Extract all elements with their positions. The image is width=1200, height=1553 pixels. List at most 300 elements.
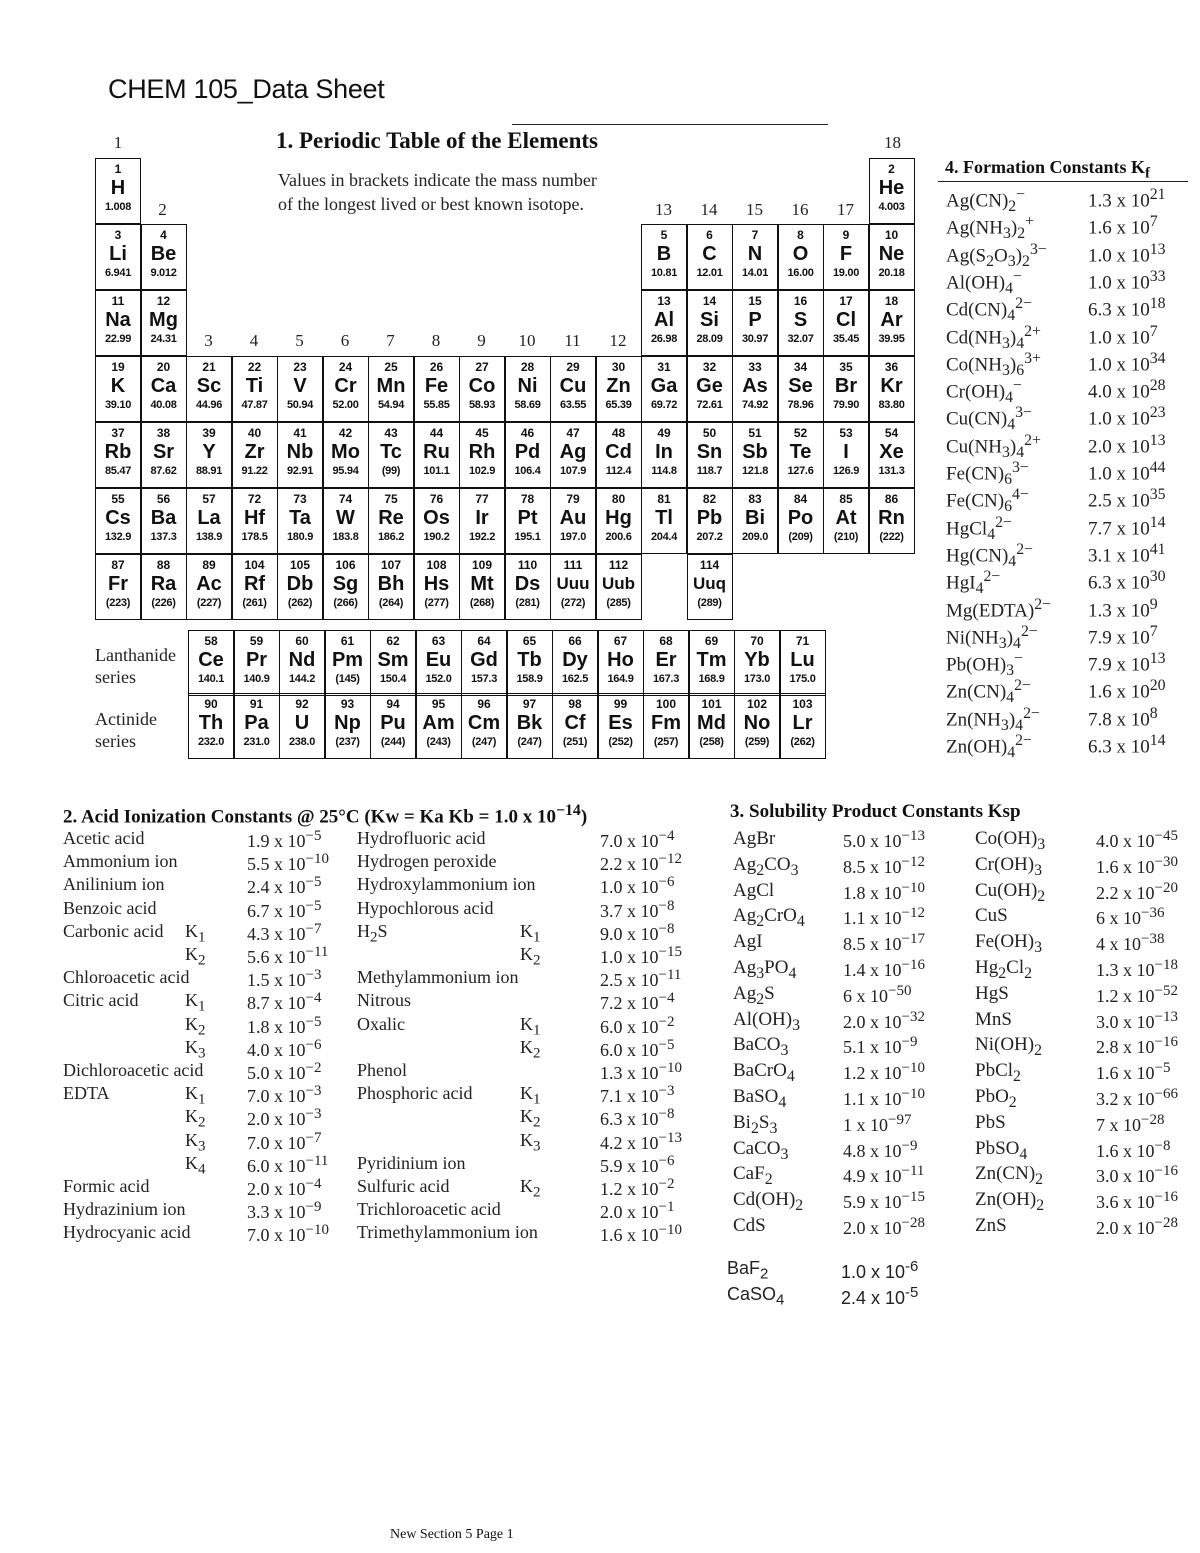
element-symbol: Pu — [380, 712, 406, 734]
atomic-number: 37 — [111, 426, 125, 440]
ksp-formula: $Ag_3PO_4$ — [733, 957, 797, 982]
atomic-mass: 47.87 — [241, 399, 268, 411]
ksp-value: 5.9 x $10^{-15}$ — [843, 1189, 925, 1213]
atomic-mass: 232.0 — [197, 736, 225, 748]
ksp-formula: HgS — [975, 982, 1009, 1004]
actinide-cell-np — [325, 693, 371, 759]
atomic-number: 16 — [793, 294, 808, 308]
element-cell-tl — [641, 488, 687, 554]
element-cell-ca — [141, 356, 187, 422]
atomic-number: 30 — [611, 360, 626, 374]
atomic-mass: 52.00 — [332, 399, 359, 411]
element-symbol: Ar — [880, 309, 903, 331]
atomic-mass: (243) — [426, 736, 451, 748]
atomic-mass: 126.9 — [832, 465, 860, 477]
acid-k-label: $K_1$ — [520, 1083, 541, 1108]
atomic-mass: 28.09 — [696, 333, 723, 345]
element-symbol: Au — [559, 507, 587, 529]
element-cell-na — [95, 290, 141, 356]
ksp-formula: PbSO$_4$ — [975, 1137, 1028, 1163]
formation-value: 7.9 x $10^{13}$ — [1088, 650, 1166, 676]
element-symbol: Eu — [425, 649, 452, 671]
actinide-cell-cf — [552, 693, 598, 759]
element-cell-sn — [687, 422, 733, 488]
ksp-value: 1.6 x $10^{-5}$ — [1096, 1060, 1171, 1084]
element-symbol: Na — [105, 309, 131, 331]
element-cell-h — [95, 158, 141, 224]
ksp-formula: $Ag_2S$ — [733, 982, 775, 1008]
atomic-mass: 164.9 — [607, 673, 634, 685]
atomic-mass: 95.94 — [332, 465, 359, 477]
atomic-number: 19 — [111, 360, 125, 374]
acid-k-label: $K_1$ — [185, 1083, 206, 1108]
element-symbol: Er — [655, 649, 677, 671]
element-cell-mo — [323, 422, 369, 488]
formation-formula: $Al(OH)_4^-$ — [946, 267, 1022, 298]
formation-value: 2.0 x $10^{13}$ — [1088, 431, 1166, 458]
atomic-number: 22 — [247, 360, 262, 374]
acid-name: Dichloroacetic acid — [63, 1060, 204, 1080]
acid-value: 7.0 x $10^{-10}$ — [247, 1222, 329, 1246]
acid-value: 7.0 x $10^{-3}$ — [247, 1083, 322, 1107]
acid-value: 5.5 x $10^{-10}$ — [247, 851, 329, 875]
element-symbol: Mg — [149, 309, 178, 331]
group-label: 8 — [431, 331, 441, 350]
atomic-number: 49 — [657, 426, 671, 440]
atomic-number: 65 — [522, 634, 537, 648]
atomic-number: 61 — [340, 634, 355, 648]
atomic-mass: 178.5 — [241, 531, 268, 543]
atomic-mass: 54.94 — [377, 399, 405, 411]
formation-value: 1.0 x $10^7$ — [1088, 322, 1158, 348]
ksp-value: 5.1 x $10^{-9}$ — [843, 1034, 918, 1058]
element-cell-w — [323, 488, 369, 554]
ksp-formula: AgI — [733, 931, 763, 953]
atomic-number: 99 — [613, 697, 628, 711]
atomic-mass: (227) — [196, 597, 222, 609]
atomic-number: 73 — [293, 492, 307, 506]
atomic-number: 96 — [477, 697, 491, 711]
element-symbol: Uub — [601, 574, 636, 593]
element-symbol: Es — [608, 712, 633, 734]
atomic-number: 93 — [340, 697, 355, 711]
element-symbol: Tm — [696, 649, 727, 671]
element-symbol: Hs — [423, 573, 450, 595]
element-symbol: Ba — [150, 507, 177, 529]
group-label: 6 — [340, 331, 350, 350]
atomic-number: 74 — [338, 492, 353, 506]
acid-value: 7.1 x $10^{-3}$ — [600, 1083, 675, 1107]
atomic-number: 95 — [431, 697, 446, 711]
atomic-mass: 12.01 — [696, 267, 723, 279]
actinide-cell-lr — [780, 693, 826, 759]
atomic-mass: 65.39 — [605, 399, 632, 411]
element-cell-pd — [505, 422, 551, 488]
formation-formula: HgI$_4^{2-}$ — [946, 568, 1001, 598]
atomic-number: 42 — [338, 426, 353, 440]
lanthanide-cell-sm — [370, 630, 416, 696]
atomic-number: 98 — [568, 697, 582, 711]
acid-name: Formic acid — [63, 1176, 150, 1196]
element-cell-li — [95, 224, 141, 290]
atomic-mass: 35.45 — [832, 333, 860, 345]
atomic-mass: (257) — [653, 736, 679, 748]
acid-k-label: $K_2$ — [520, 1036, 541, 1062]
atomic-number: 40 — [247, 426, 262, 440]
atomic-mass: 22.99 — [104, 333, 132, 345]
atomic-number: 70 — [750, 634, 764, 648]
atomic-number: 57 — [202, 492, 216, 506]
element-symbol: Rf — [243, 573, 266, 595]
element-cell-ar — [869, 290, 915, 356]
element-cell-in — [641, 422, 687, 488]
acid-value: 3.7 x $10^{-8}$ — [600, 897, 675, 921]
element-symbol: Sg — [332, 573, 359, 595]
group-label: 14 — [700, 200, 718, 219]
element-cell-p — [732, 290, 778, 356]
atomic-number: 3 — [114, 228, 122, 242]
element-symbol: Ni — [517, 375, 538, 397]
atomic-mass: 127.6 — [787, 465, 814, 477]
atomic-number: 12 — [156, 294, 171, 308]
atomic-number: 87 — [111, 558, 125, 572]
element-cell-si — [687, 290, 733, 356]
atomic-mass: (145) — [335, 673, 360, 685]
acid-k-label: $K_2$ — [520, 944, 541, 969]
element-cell-se — [778, 356, 824, 422]
acid-value: 2.0 x $10^{-1}$ — [600, 1199, 675, 1223]
element-symbol: Pd — [514, 441, 541, 463]
acid-name: EDTA — [63, 1083, 110, 1104]
atomic-number: 52 — [793, 426, 808, 440]
element-cell-n — [732, 224, 778, 290]
ksp-formula: MnS — [975, 1008, 1012, 1030]
acid-value: 1.6 x $10^{-10}$ — [600, 1222, 682, 1246]
element-symbol: O — [792, 243, 809, 265]
element-symbol: Gd — [470, 649, 498, 671]
formation-value: 1.6 x $10^{20}$ — [1088, 677, 1166, 703]
element-cell-ru — [414, 422, 460, 488]
atomic-mass: 72.61 — [696, 399, 723, 411]
atomic-number: 8 — [797, 228, 804, 242]
acid-name: Hydrocyanic acid — [63, 1222, 191, 1243]
element-cell-cd — [596, 422, 642, 488]
atomic-number: 66 — [568, 634, 582, 648]
element-symbol: Si — [700, 309, 719, 331]
element-cell-ge — [687, 356, 733, 422]
ksp-value: 1.2 x $10^{-10}$ — [843, 1060, 925, 1084]
element-cell-v — [277, 356, 323, 422]
ksp-formula: CaCO$_3$ — [733, 1137, 789, 1163]
acid-name: Anilinium ion — [63, 874, 165, 895]
acid-value: 7.0 x $10^{-4}$ — [600, 828, 675, 851]
formation-value: 1.0 x $10^{34}$ — [1088, 349, 1166, 376]
lanthanide-label: Lanthanide series — [95, 645, 176, 687]
element-symbol: Kr — [880, 375, 903, 397]
element-cell-fe — [414, 356, 460, 422]
acid-name: Methylammonium ion — [357, 967, 519, 988]
element-cell-ba — [141, 488, 187, 554]
element-symbol: H — [110, 177, 126, 199]
ksp-value: 5.0 x $10^{-13}$ — [843, 828, 925, 851]
group-label: 3 — [204, 331, 213, 350]
element-symbol: Li — [109, 243, 127, 265]
element-symbol: Ds — [514, 573, 541, 595]
atomic-mass: 175.0 — [789, 673, 816, 685]
atomic-mass: (272) — [560, 597, 586, 609]
element-symbol: Db — [286, 573, 314, 595]
lanthanide-cell-tm — [689, 630, 735, 696]
element-symbol: Mt — [470, 573, 494, 595]
atomic-number: 84 — [793, 492, 808, 506]
formation-value: 7.7 x $10^{14}$ — [1088, 513, 1166, 539]
element-symbol: Po — [787, 507, 814, 529]
ksp-formula: AgCl — [733, 879, 775, 901]
atomic-mass: 6.941 — [104, 267, 132, 279]
element-symbol: Fm — [651, 712, 681, 734]
element-symbol: Mn — [376, 375, 406, 397]
element-symbol: Mo — [331, 441, 360, 463]
ksp-formula: $Fe(OH)_3$ — [975, 931, 1043, 956]
ksp-value: 2.8 x $10^{-16}$ — [1096, 1034, 1178, 1058]
element-cell-zn — [596, 356, 642, 422]
atomic-mass: 101.1 — [423, 465, 450, 477]
element-cell-zr — [232, 422, 278, 488]
acid-name: Sulfuric acid — [357, 1176, 450, 1196]
atomic-mass: (259) — [744, 736, 770, 748]
element-cell-po — [778, 488, 824, 554]
atomic-mass: 16.00 — [787, 267, 814, 279]
atomic-mass: 231.0 — [243, 736, 270, 748]
formation-formula: $Zn(CN)_4^{2-}$ — [946, 677, 1031, 707]
element-cell-nb — [277, 422, 323, 488]
ksp-formula: $Zn(OH)_2$ — [975, 1189, 1045, 1214]
atomic-number: 5 — [660, 228, 668, 242]
ksp-value: 2.0 x $10^{-28}$ — [843, 1215, 925, 1238]
element-cell-ti — [232, 356, 278, 422]
element-cell-xe — [869, 422, 915, 488]
acid-value: 2.0 x $10^{-4}$ — [247, 1176, 322, 1199]
actinide-cell-pu — [370, 693, 416, 759]
element-symbol: Pm — [331, 649, 364, 671]
element-symbol: Rn — [878, 507, 905, 529]
element-symbol: S — [793, 309, 808, 331]
element-symbol: Rh — [468, 441, 496, 463]
element-cell-hg — [596, 488, 642, 554]
atomic-number: 23 — [293, 360, 307, 374]
atomic-number: 6 — [706, 228, 713, 242]
ksp-value: 1 x $10^{-97}$ — [843, 1111, 912, 1135]
atomic-number: 80 — [611, 492, 626, 506]
acid-name: Chloroacetic acid — [63, 967, 190, 988]
ksp-formula: PbO$_2$ — [975, 1086, 1017, 1111]
atomic-number: 97 — [522, 697, 537, 711]
element-symbol: Be — [150, 243, 177, 265]
acid-value: 5.0 x $10^{-2}$ — [247, 1060, 322, 1083]
ksp-formula: $Ni(OH)_2$ — [975, 1034, 1043, 1060]
atomic-number: 2 — [888, 162, 895, 176]
ksp-heading: 3. Solubility Product Constants Ksp — [730, 801, 1021, 822]
ksp-formula: AgBr — [733, 828, 776, 849]
periodic-table-heading: 1. Periodic Table of the Elements — [276, 128, 598, 153]
atomic-mass: 207.2 — [696, 531, 723, 543]
atomic-mass: 140.9 — [243, 673, 270, 685]
element-symbol: Se — [788, 375, 813, 397]
atomic-mass: 209.0 — [741, 531, 769, 543]
acid-name: $H_2S$ — [357, 920, 388, 946]
acid-k-label: $K_1$ — [185, 920, 206, 946]
ksp-value: 1.1 x $10^{-10}$ — [843, 1086, 925, 1109]
atomic-mass: (247) — [471, 736, 497, 748]
ksp-formula: BaCrO$_4$ — [733, 1060, 795, 1085]
atomic-number: 51 — [748, 426, 762, 440]
element-symbol: Md — [697, 712, 726, 734]
atomic-number: 28 — [520, 360, 535, 374]
element-symbol: Lu — [790, 649, 815, 671]
acid-value: 3.3 x $10^{-9}$ — [247, 1199, 322, 1223]
acid-value: 2.5 x $10^{-11}$ — [600, 967, 682, 991]
atomic-mass: 14.01 — [741, 267, 769, 279]
atomic-mass: 92.91 — [286, 465, 314, 477]
atomic-mass: 183.8 — [332, 531, 359, 543]
element-cell-al — [641, 290, 687, 356]
acid-value: 5.9 x $10^{-6}$ — [600, 1152, 675, 1176]
atomic-number: 81 — [657, 492, 671, 506]
element-symbol: Hf — [243, 507, 266, 529]
atomic-number: 69 — [704, 634, 719, 648]
formation-formula: $Cr(OH)_4^-$ — [946, 377, 1022, 407]
atomic-number: 35 — [839, 360, 853, 374]
element-cell-ni — [505, 356, 551, 422]
lanthanide-cell-eu — [416, 630, 462, 696]
element-cell-sr — [141, 422, 187, 488]
element-cell-cu — [550, 356, 596, 422]
element-symbol: Os — [423, 507, 450, 529]
acid-name: Phenol — [357, 1060, 408, 1080]
atomic-number: 92 — [295, 697, 309, 711]
atomic-number: 76 — [429, 492, 444, 506]
element-symbol: Ca — [150, 375, 177, 397]
atomic-number: 83 — [748, 492, 762, 506]
acid-value: 1.9 x $10^{-5}$ — [247, 828, 322, 851]
atomic-mass: 78.96 — [787, 399, 814, 411]
lanthanide-cell-lu — [780, 630, 826, 696]
element-symbol: Uuu — [556, 574, 590, 593]
acid-name: Pyridinium ion — [357, 1152, 466, 1173]
atomic-number: 67 — [613, 634, 628, 648]
atomic-number: 103 — [792, 697, 813, 711]
atomic-mass: 4.003 — [878, 201, 905, 213]
group-label: 7 — [386, 331, 395, 350]
atomic-mass: (262) — [790, 736, 815, 748]
element-cell-uuu — [550, 554, 596, 620]
atomic-mass: 200.6 — [605, 531, 632, 543]
atomic-number: 45 — [475, 426, 489, 440]
element-cell-f — [823, 224, 869, 290]
element-symbol: Sc — [196, 375, 222, 397]
atomic-mass: 114.8 — [651, 465, 677, 477]
element-symbol: Rb — [104, 441, 132, 463]
element-symbol: Cl — [836, 309, 856, 331]
element-cell-ra — [141, 554, 187, 620]
ksp-value: 6 x $10^{-36}$ — [1096, 905, 1165, 929]
element-symbol: Bh — [377, 573, 405, 595]
group-label: 11 — [564, 331, 581, 350]
atomic-mass: (264) — [378, 597, 404, 609]
atomic-mass: 19.00 — [832, 267, 860, 279]
atomic-number: 13 — [657, 294, 671, 308]
acid-name: Trichloroacetic acid — [357, 1199, 501, 1220]
atomic-number: 18 — [884, 294, 899, 308]
acid-k-label: $K_2$ — [185, 1013, 206, 1039]
acid-name: Trimethylammonium ion — [357, 1222, 538, 1243]
element-symbol: At — [835, 507, 857, 529]
formation-value: 1.3 x $10^9$ — [1088, 595, 1158, 621]
atomic-number: 55 — [111, 492, 125, 506]
element-symbol: Te — [789, 441, 812, 463]
atomic-mass: (266) — [333, 597, 358, 609]
element-symbol: Tl — [655, 507, 673, 529]
ksp-value: 1.0 x $10^{-6}$ — [841, 1258, 919, 1282]
atomic-mass: (285) — [606, 597, 631, 609]
atomic-mass: 102.9 — [468, 465, 496, 477]
atomic-number: 44 — [429, 426, 444, 440]
acid-name: Benzoic acid — [63, 897, 157, 918]
formation-value: 7.8 x $10^8$ — [1088, 704, 1158, 731]
element-cell-co — [459, 356, 505, 422]
element-symbol: Re — [378, 507, 404, 529]
ksp-value: 8.5 x $10^{-17}$ — [843, 931, 925, 955]
atomic-mass: (237) — [335, 736, 360, 748]
atomic-mass: (223) — [105, 597, 131, 609]
element-symbol: U — [294, 712, 310, 734]
acid-value: 9.0 x $10^{-8}$ — [600, 920, 675, 944]
element-cell-ds — [505, 554, 551, 620]
group-label: 2 — [158, 200, 167, 219]
atomic-mass: (244) — [380, 736, 406, 748]
atomic-mass: 167.3 — [652, 673, 680, 685]
group-label: 10 — [518, 331, 536, 350]
atomic-mass: (247) — [517, 736, 542, 748]
atomic-number: 88 — [156, 558, 171, 572]
atomic-mass: (222) — [879, 531, 904, 543]
element-symbol: Br — [834, 375, 858, 397]
element-symbol: Bi — [745, 507, 765, 529]
element-cell-sb — [732, 422, 778, 488]
atomic-number: 26 — [429, 360, 444, 374]
page-footer: New Section 5 Page 1 — [390, 1527, 514, 1542]
atomic-number: 38 — [156, 426, 171, 440]
acid-value: 2.4 x $10^{-5}$ — [247, 874, 322, 898]
atomic-mass: 112.4 — [605, 465, 632, 477]
element-symbol: Cf — [564, 712, 586, 734]
formation-value: 1.0 x $10^{23}$ — [1088, 404, 1166, 430]
atomic-number: 21 — [202, 360, 216, 374]
element-symbol: Sn — [696, 441, 723, 463]
atomic-mass: 63.55 — [559, 399, 587, 411]
header-rule — [512, 124, 828, 125]
element-cell-pt — [505, 488, 551, 554]
atomic-mass: (99) — [381, 465, 401, 477]
formation-value: 1.0 x $10^{13}$ — [1088, 240, 1166, 266]
atomic-mass: 106.4 — [514, 465, 541, 477]
element-cell-ac — [186, 554, 232, 620]
ksp-formula: $Co(OH)_3$ — [975, 828, 1046, 853]
atomic-number: 90 — [204, 697, 218, 711]
formation-formula: HgCl$_4^{2-}$ — [946, 513, 1012, 543]
element-symbol: Pr — [245, 649, 268, 671]
ksp-value: 8.5 x $10^{-12}$ — [843, 853, 925, 877]
